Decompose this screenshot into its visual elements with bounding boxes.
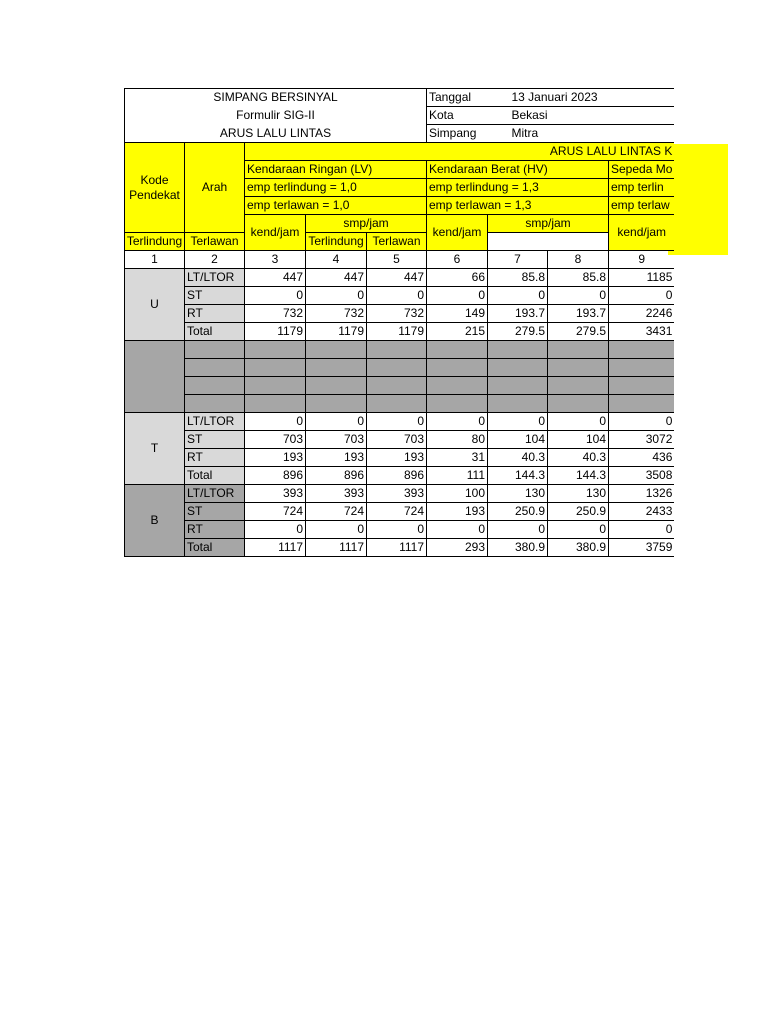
- value-cell: 732: [367, 305, 427, 323]
- value-cell: [245, 359, 306, 377]
- value-cell: 0: [306, 521, 367, 539]
- table-row: [125, 341, 675, 359]
- kode-pendekat-cell: B: [125, 485, 185, 557]
- value-cell: 293: [427, 539, 488, 557]
- table-row: [125, 413, 675, 431]
- yellow-header-overflow: [668, 144, 728, 255]
- value-cell: 1179: [367, 323, 427, 341]
- table-row: [125, 503, 675, 521]
- header-mc: Sepeda Mo: [609, 161, 675, 179]
- value-cell: 104: [488, 431, 548, 449]
- value-cell: 0: [427, 521, 488, 539]
- value-cell: 0: [306, 287, 367, 305]
- value-cell: 0: [306, 413, 367, 431]
- table-row: [125, 323, 675, 341]
- traffic-flow-table: [124, 88, 674, 557]
- kode-pendekat-cell: T: [125, 413, 185, 485]
- column-number: 4: [306, 251, 367, 269]
- table-row: [125, 431, 675, 449]
- value-cell: 0: [548, 521, 609, 539]
- value-cell: 3508: [609, 467, 675, 485]
- table-row: [125, 305, 675, 323]
- form-section-title: ARUS LALU LINTAS: [125, 125, 427, 143]
- lv-kendjam-header: kend/jam: [245, 215, 306, 251]
- header-arah: Arah: [185, 143, 245, 233]
- header-hv: Kendaraan Berat (HV): [427, 161, 609, 179]
- value-cell: [306, 395, 367, 413]
- value-cell: 1179: [245, 323, 306, 341]
- value-cell: 130: [488, 485, 548, 503]
- value-cell: 0: [488, 287, 548, 305]
- hv-emp-terlindung: emp terlindung = 1,3: [427, 179, 609, 197]
- value-cell: [306, 359, 367, 377]
- value-cell: [245, 341, 306, 359]
- table-row: [125, 359, 675, 377]
- value-cell: 111: [427, 467, 488, 485]
- value-cell: 0: [609, 287, 675, 305]
- arah-cell: ST: [185, 503, 245, 521]
- column-number: 8: [548, 251, 609, 269]
- header-kode-pendekat: Kode Pendekat: [125, 143, 185, 233]
- hv-emp-terlawan: emp terlawan = 1,3: [427, 197, 609, 215]
- value-cell: 393: [306, 485, 367, 503]
- value-cell: 703: [306, 431, 367, 449]
- value-cell: 896: [306, 467, 367, 485]
- value-cell: 215: [427, 323, 488, 341]
- value-cell: [427, 377, 488, 395]
- value-cell: 0: [548, 287, 609, 305]
- value-cell: [548, 359, 609, 377]
- form-subtitle: Formulir SIG-II: [125, 107, 427, 125]
- arah-cell: ST: [185, 287, 245, 305]
- value-cell: 0: [245, 287, 306, 305]
- hv-smpjam-header: smp/jam: [488, 215, 609, 233]
- value-cell: 732: [306, 305, 367, 323]
- value-cell: 130: [548, 485, 609, 503]
- value-cell: 193: [245, 449, 306, 467]
- value-cell: [488, 395, 548, 413]
- value-cell: 703: [367, 431, 427, 449]
- hv-terlindung-header: Terlindung: [306, 233, 367, 251]
- value-cell: 250.9: [548, 503, 609, 521]
- info-value-kota: Bekasi: [488, 107, 675, 125]
- arah-cell: RT: [185, 521, 245, 539]
- value-cell: [488, 359, 548, 377]
- value-cell: [427, 395, 488, 413]
- value-cell: [306, 341, 367, 359]
- value-cell: 80: [427, 431, 488, 449]
- arah-cell: Total: [185, 323, 245, 341]
- value-cell: 0: [367, 413, 427, 431]
- value-cell: 0: [427, 413, 488, 431]
- arah-cell: RT: [185, 449, 245, 467]
- value-cell: 104: [548, 431, 609, 449]
- column-number: 3: [245, 251, 306, 269]
- value-cell: 0: [609, 521, 675, 539]
- value-cell: 447: [367, 269, 427, 287]
- value-cell: 703: [245, 431, 306, 449]
- value-cell: [367, 395, 427, 413]
- value-cell: 85.8: [488, 269, 548, 287]
- value-cell: [609, 395, 675, 413]
- lv-smpjam-header: smp/jam: [306, 215, 427, 233]
- value-cell: 149: [427, 305, 488, 323]
- value-cell: 0: [488, 521, 548, 539]
- value-cell: [427, 359, 488, 377]
- info-label-tanggal: Tanggal: [427, 89, 488, 107]
- lv-terlindung-header: Terlindung: [125, 233, 185, 251]
- value-cell: 896: [245, 467, 306, 485]
- value-cell: 1117: [245, 539, 306, 557]
- form-title: SIMPANG BERSINYAL: [125, 89, 427, 107]
- arah-cell: LT/LTOR: [185, 485, 245, 503]
- table-row: [125, 269, 675, 287]
- value-cell: 1326: [609, 485, 675, 503]
- info-label-simpang: Simpang: [427, 125, 488, 143]
- arah-cell: [185, 395, 245, 413]
- column-number-row: [125, 251, 675, 269]
- table-row: [125, 395, 675, 413]
- value-cell: 1117: [367, 539, 427, 557]
- value-cell: [306, 377, 367, 395]
- value-cell: 896: [367, 467, 427, 485]
- value-cell: 724: [245, 503, 306, 521]
- value-cell: 279.5: [488, 323, 548, 341]
- lv-terlawan-header: Terlawan: [185, 233, 245, 251]
- value-cell: 2433: [609, 503, 675, 521]
- sig-ii-form: [124, 88, 674, 557]
- value-cell: 0: [367, 287, 427, 305]
- value-cell: 1185: [609, 269, 675, 287]
- table-row: [125, 287, 675, 305]
- value-cell: 380.9: [548, 539, 609, 557]
- value-cell: [488, 341, 548, 359]
- value-cell: 724: [367, 503, 427, 521]
- value-cell: 732: [245, 305, 306, 323]
- value-cell: 40.3: [548, 449, 609, 467]
- value-cell: [245, 395, 306, 413]
- arah-cell: Total: [185, 467, 245, 485]
- value-cell: 193.7: [548, 305, 609, 323]
- arah-cell: [185, 359, 245, 377]
- value-cell: 724: [306, 503, 367, 521]
- mc-emp-terlindung: emp terlin: [609, 179, 675, 197]
- header-arus-lalu-lintas: ARUS LALU LINTAS K: [245, 143, 675, 161]
- value-cell: [548, 377, 609, 395]
- value-cell: 66: [427, 269, 488, 287]
- table-row: [125, 539, 675, 557]
- info-label-kota: Kota: [427, 107, 488, 125]
- info-value-tanggal: 13 Januari 2023: [488, 89, 675, 107]
- value-cell: 100: [427, 485, 488, 503]
- value-cell: 85.8: [548, 269, 609, 287]
- value-cell: 0: [367, 521, 427, 539]
- mc-emp-terlawan: emp terlaw: [609, 197, 675, 215]
- value-cell: [548, 395, 609, 413]
- data-body: [125, 269, 675, 557]
- value-cell: 436: [609, 449, 675, 467]
- value-cell: 144.3: [488, 467, 548, 485]
- arah-cell: Total: [185, 539, 245, 557]
- value-cell: [488, 377, 548, 395]
- value-cell: 393: [367, 485, 427, 503]
- value-cell: 380.9: [488, 539, 548, 557]
- value-cell: 3431: [609, 323, 675, 341]
- value-cell: 0: [245, 521, 306, 539]
- value-cell: 40.3: [488, 449, 548, 467]
- mc-kendjam-header: kend/jam: [609, 215, 675, 251]
- table-row: [125, 449, 675, 467]
- value-cell: 279.5: [548, 323, 609, 341]
- arah-cell: [185, 377, 245, 395]
- value-cell: 447: [245, 269, 306, 287]
- value-cell: 447: [306, 269, 367, 287]
- value-cell: [427, 341, 488, 359]
- kode-pendekat-cell: U: [125, 269, 185, 341]
- value-cell: 193: [367, 449, 427, 467]
- column-number: 6: [427, 251, 488, 269]
- value-cell: 193: [306, 449, 367, 467]
- arah-cell: ST: [185, 431, 245, 449]
- value-cell: 0: [245, 413, 306, 431]
- value-cell: 193.7: [488, 305, 548, 323]
- arah-cell: LT/LTOR: [185, 269, 245, 287]
- value-cell: 1179: [306, 323, 367, 341]
- value-cell: 250.9: [488, 503, 548, 521]
- value-cell: 1117: [306, 539, 367, 557]
- arah-cell: [185, 341, 245, 359]
- column-number: 5: [367, 251, 427, 269]
- arah-cell: LT/LTOR: [185, 413, 245, 431]
- value-cell: [609, 341, 675, 359]
- value-cell: 3759: [609, 539, 675, 557]
- value-cell: 31: [427, 449, 488, 467]
- kode-pendekat-cell: [125, 341, 185, 413]
- value-cell: [367, 341, 427, 359]
- column-number: 2: [185, 251, 245, 269]
- hv-terlawan-header: Terlawan: [367, 233, 427, 251]
- value-cell: [367, 359, 427, 377]
- value-cell: 0: [488, 413, 548, 431]
- table-row: [125, 467, 675, 485]
- value-cell: 393: [245, 485, 306, 503]
- column-number: 7: [488, 251, 548, 269]
- value-cell: 193: [427, 503, 488, 521]
- hv-kendjam-header: kend/jam: [427, 215, 488, 251]
- value-cell: 0: [548, 413, 609, 431]
- lv-emp-terlawan: emp terlawan = 1,0: [245, 197, 427, 215]
- arah-cell: RT: [185, 305, 245, 323]
- table-row: [125, 377, 675, 395]
- value-cell: [245, 377, 306, 395]
- value-cell: 0: [609, 413, 675, 431]
- value-cell: 144.3: [548, 467, 609, 485]
- info-value-simpang: Mitra: [488, 125, 675, 143]
- value-cell: 3072: [609, 431, 675, 449]
- value-cell: 0: [427, 287, 488, 305]
- lv-emp-terlindung: emp terlindung = 1,0: [245, 179, 427, 197]
- column-number: 9: [609, 251, 675, 269]
- header-lv: Kendaraan Ringan (LV): [245, 161, 427, 179]
- value-cell: 2246: [609, 305, 675, 323]
- value-cell: [367, 377, 427, 395]
- value-cell: [548, 341, 609, 359]
- table-row: [125, 521, 675, 539]
- table-row: [125, 485, 675, 503]
- value-cell: [609, 377, 675, 395]
- value-cell: [609, 359, 675, 377]
- column-number: 1: [125, 251, 185, 269]
